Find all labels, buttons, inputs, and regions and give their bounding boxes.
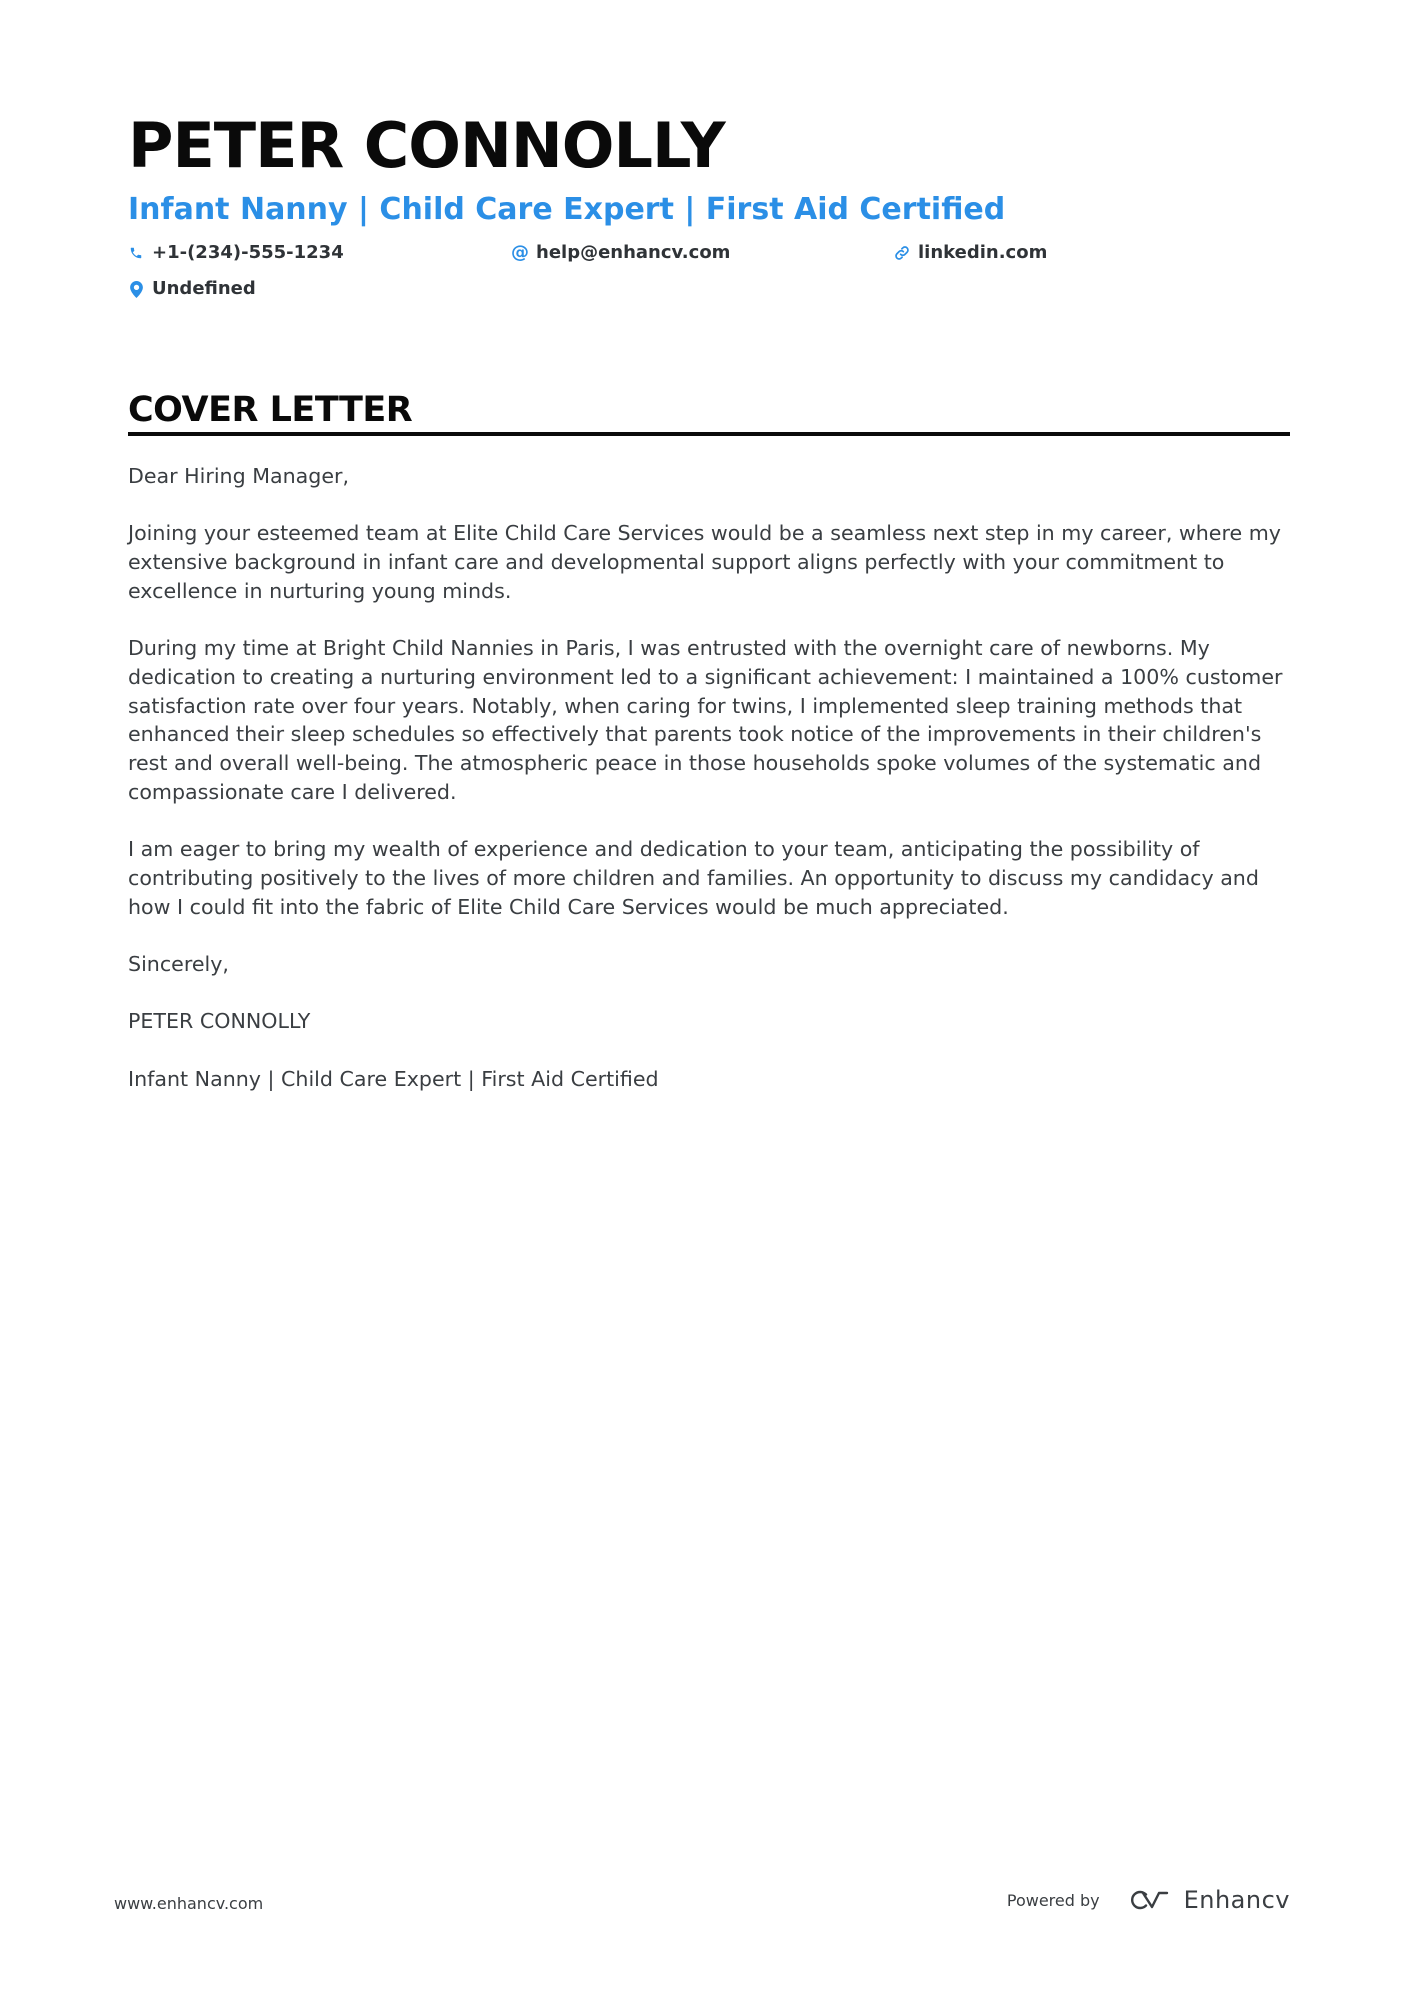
letter-closing: Sincerely, (128, 951, 229, 976)
letter-greeting: Dear Hiring Manager, (128, 464, 350, 488)
at-sign-icon: @ (511, 242, 529, 263)
contact-email[interactable] (512, 241, 730, 265)
letter-body (128, 462, 1298, 1122)
signature-name: PETER CONNOLLY (128, 1009, 311, 1034)
signature-title: Infant Nanny | Child Care Expert | First Aid Certified (128, 1066, 659, 1091)
contact-email-text: help@enhancv.com (536, 242, 731, 263)
map-pin-icon (128, 279, 144, 299)
candidate-name: PETER CONNOLLY (128, 109, 725, 182)
letter-paragraph: I am eager to bring my wealth of experience and dedication to your team, anticipating the possibility of contributing positively to the lives of more children and families. An opportunity to discuss my candidacy and how I could fit into the fabric of Elite Child Care Services would be much appreciated. (128, 837, 1259, 919)
contact-phone-text: +1-(234)-555-1234 (152, 242, 344, 263)
letter-paragraph: During my time at Bright Child Nannies in Paris, I was entrusted with the overnight care of newborns. My dedication to creating a nurturing environment led to a significant achievement: I maintained a 100% customer satisfaction rate over four years. Notably, when caring for twins, I implemented sleep training methods that enhanced their sleep schedules so effectively that parents took notice of the improvements in their children's rest and overall well-being. The atmospheric peace in those households spoke volumes of the systematic and compassionate care I delivered. (128, 636, 1283, 804)
contact-link[interactable] (894, 241, 1047, 265)
letter-paragraph: Joining your esteemed team at Elite Child Care Services would be a seamless next step in my career, where my extensive background in infant care and developmental support aligns perfectly with your commitment to excellence in nurturing young minds. (128, 521, 1281, 603)
section-divider (128, 432, 1290, 436)
contact-link-text: linkedin.com (918, 242, 1048, 263)
phone-icon (128, 243, 144, 263)
section-title: COVER LETTER (128, 390, 413, 430)
candidate-headline: Infant Nanny | Child Care Expert | First Aid Certified (128, 192, 1006, 227)
footer-website[interactable]: www.enhancv.com (114, 1894, 264, 1913)
contact-phone[interactable] (128, 241, 344, 265)
contact-location (128, 277, 256, 301)
brand-name: Enhancv (1183, 1886, 1290, 1914)
link-icon (894, 243, 910, 263)
enhancv-logo-icon (1126, 1888, 1172, 1912)
powered-by-label: Powered by (1006, 1890, 1100, 1910)
footer-branding[interactable] (1007, 1886, 1290, 1914)
contact-location-text: Undefined (152, 278, 256, 299)
